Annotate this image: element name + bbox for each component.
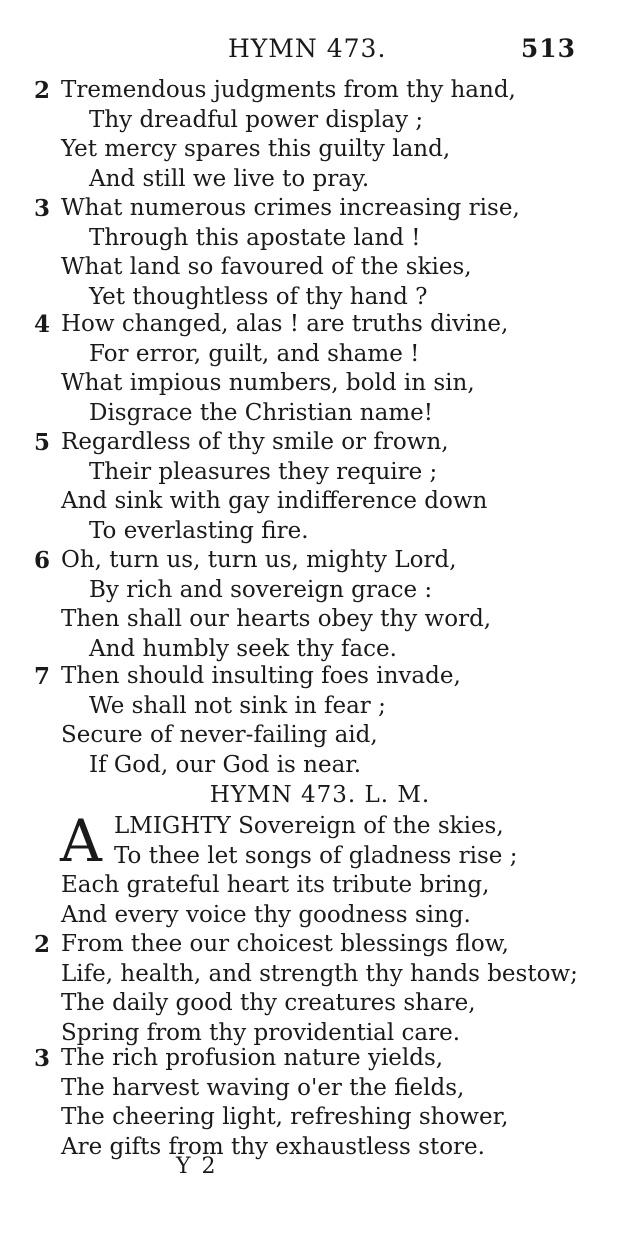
verse-number: 2 xyxy=(34,77,51,104)
verse-number: 6 xyxy=(34,547,51,574)
verse-line: Regardless of thy smile or frown, xyxy=(61,429,449,455)
verse-line: Their pleasures they require ; xyxy=(89,458,438,485)
hymn-title: HYMN 473. L. M. xyxy=(209,782,431,808)
verse-6 xyxy=(0,546,640,664)
verse-line: Yet mercy spares this guilty land, xyxy=(61,136,451,162)
verse-5 xyxy=(0,428,640,546)
verse-line: Are gifts from thy exhaustless store. xyxy=(61,1133,485,1160)
verse-line: Thy dreadful power display ; xyxy=(89,106,424,133)
verse-line: Then should insulting foes invade, xyxy=(61,663,461,689)
verse-line: Disgrace the Christian name! xyxy=(89,399,434,426)
verse-line: By rich and sovereign grace : xyxy=(89,576,433,603)
verse-line: To everlasting fire. xyxy=(89,517,309,544)
verse-4 xyxy=(0,310,640,428)
drop-cap: A xyxy=(60,807,102,875)
verse-line: Each grateful heart its tribute bring, xyxy=(61,872,490,898)
new-verse-3 xyxy=(0,1044,640,1162)
verse-line: Oh, turn us, turn us, mighty Lord, xyxy=(61,547,457,573)
verse-line: Then shall our hearts obey thy word, xyxy=(61,606,492,632)
running-title: HYMN 473. xyxy=(228,34,387,63)
verse-line: What impious numbers, bold in sin, xyxy=(61,370,475,396)
verse-line: How changed, alas ! are truths divine, xyxy=(61,311,509,337)
verse-line: From thee our choicest blessings flow, xyxy=(61,931,509,957)
verse-7 xyxy=(0,662,640,780)
verse-line: The rich profusion nature yields, xyxy=(61,1045,444,1071)
verse-line: And still we live to pray. xyxy=(89,165,370,192)
first-stanza xyxy=(0,807,640,930)
verse-number: 2 xyxy=(34,931,51,958)
verse-3 xyxy=(0,194,640,312)
verse-line: For error, guilt, and shame ! xyxy=(89,340,420,367)
verse-line: Tremendous judgments from thy hand, xyxy=(61,77,516,103)
verse-line: Yet thoughtless of thy hand ? xyxy=(89,283,428,310)
verse-number: 5 xyxy=(34,429,51,456)
verse-line: What land so favoured of the skies, xyxy=(61,254,472,280)
verse-line: To thee let songs of gladness rise ; xyxy=(114,842,518,869)
verse-line: If God, our God is near. xyxy=(89,751,362,778)
verse-line: The harvest waving o'er the fields, xyxy=(61,1074,465,1101)
verse-line: Secure of never-failing aid, xyxy=(61,722,378,748)
signature-mark: Y 2 xyxy=(176,1154,218,1179)
verse-number: 4 xyxy=(34,311,51,338)
verse-line: And sink with gay indifference down xyxy=(61,488,488,514)
verse-line: Life, health, and strength thy hands bestow; xyxy=(61,960,578,987)
page-header xyxy=(0,34,640,70)
verse-line: What numerous crimes increasing rise, xyxy=(61,195,520,221)
verse-2 xyxy=(0,76,640,194)
verse-line: The cheering light, refreshing shower, xyxy=(61,1104,509,1130)
verse-number: 3 xyxy=(34,195,51,222)
verse-line: The daily good thy creatures share, xyxy=(61,990,476,1016)
page-number: 513 xyxy=(520,34,576,63)
verse-line: We shall not sink in fear ; xyxy=(89,692,386,719)
verse-line: Through this apostate land ! xyxy=(89,224,421,251)
verse-line: And humbly seek thy face. xyxy=(89,635,397,662)
verse-number: 7 xyxy=(34,663,51,690)
verse-line: And every voice thy goodness sing. xyxy=(61,901,471,928)
verse-line: Spring from thy providential care. xyxy=(61,1019,461,1046)
verse-line: LMIGHTY Sovereign of the skies, xyxy=(114,813,504,839)
new-verse-2 xyxy=(0,930,640,1048)
verse-number: 3 xyxy=(34,1045,51,1072)
